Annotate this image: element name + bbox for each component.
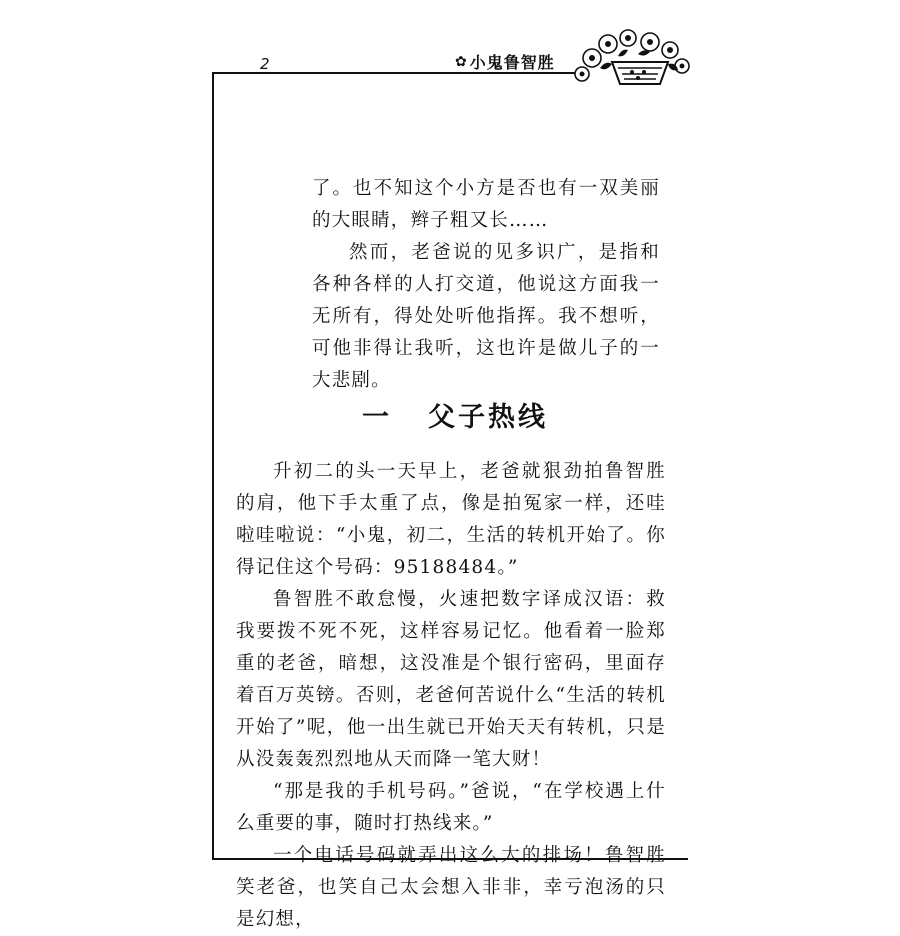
- body-paragraph-2: 鲁智胜不敢怠慢，火速把数字译成汉语：救我要拨不死不死，这样容易记忆。他看着一脸郑重的老爸，暗想，这没准是个银行密码，里面存着百万英镑。否则，老爸何苦说什么“生活的转机开始了”呢，他一出生就已开始天天有转机，只是从没轰轰烈烈地从天而降一笔大财！: [236, 589, 666, 770]
- flower-icon: ✿: [455, 53, 468, 70]
- chapter-title: 父子热线: [428, 402, 548, 433]
- intro-paragraph-1: 了。也不知这个小方是否也有一双美丽的大眼睛，辫子粗又长……: [312, 178, 660, 231]
- intro-paragraph-2: 然而，老爸说的见多识广，是指和各种各样的人打交道，他说这方面我一无所有，得处处听他指挥。我不想听，可他非得让我听，这也许是做儿子的一大悲剧。: [312, 242, 660, 391]
- running-head-title: 小鬼鲁智胜: [469, 53, 555, 72]
- body-paragraph-1: 升初二的头一天早上，老爸就狠劲拍鲁智胜的肩，他下手太重了点，像是拍冤家一样，还哇啦哇啦说：“小鬼，初二，生活的转机开始了。你得记住这个号码：95188484。”: [236, 461, 666, 578]
- running-head: [455, 50, 555, 73]
- chapter-heading: [362, 395, 548, 434]
- page-frame-left-rule: [212, 72, 214, 860]
- intro-text: [312, 173, 660, 397]
- chapter-number: 一: [362, 402, 392, 433]
- flower-basket-icon: [572, 28, 692, 88]
- body-text: [236, 456, 666, 936]
- body-paragraph-3: “那是我的手机号码。”爸说，“在学校遇上什么重要的事，随时打热线来。”: [236, 781, 666, 834]
- page-number: 2: [260, 55, 270, 73]
- body-paragraph-4: 一个电话号码就弄出这么大的排场！鲁智胜笑老爸，也笑自己太会想入非非，幸亏泡汤的只是幻想，: [236, 845, 666, 930]
